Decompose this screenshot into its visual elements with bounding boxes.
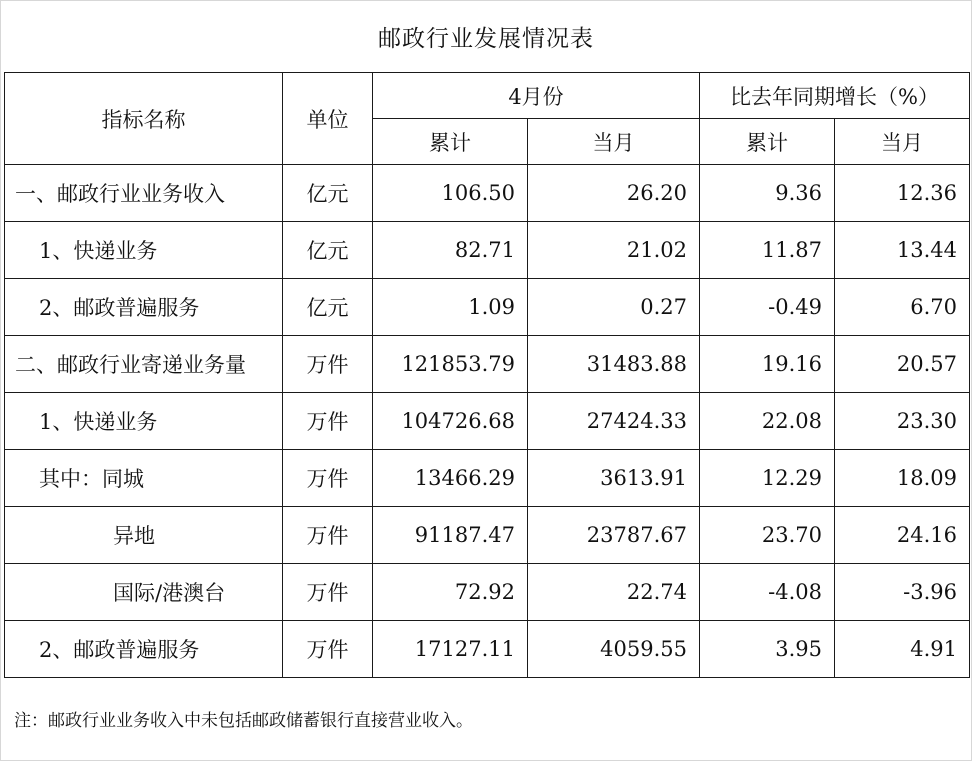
unit-cell: 亿元 bbox=[283, 165, 373, 222]
table-row bbox=[5, 222, 970, 279]
header-indicator-name: 指标名称 bbox=[5, 73, 283, 165]
unit-cell: 万件 bbox=[283, 336, 373, 393]
table-row bbox=[5, 393, 970, 450]
unit-cell: 亿元 bbox=[283, 279, 373, 336]
header-growth-cumulative: 累计 bbox=[700, 119, 835, 165]
month-value: 4059.55 bbox=[528, 621, 700, 678]
growth-cumulative-value: 23.70 bbox=[700, 507, 835, 564]
month-value: 27424.33 bbox=[528, 393, 700, 450]
growth-cumulative-value: -0.49 bbox=[700, 279, 835, 336]
unit-cell: 万件 bbox=[283, 507, 373, 564]
cumulative-value: 91187.47 bbox=[373, 507, 528, 564]
cumulative-value: 13466.29 bbox=[373, 450, 528, 507]
table-row bbox=[5, 279, 970, 336]
growth-month-value: 23.30 bbox=[835, 393, 970, 450]
indicator-name: 其中：同城 bbox=[5, 450, 283, 507]
growth-month-value: 4.91 bbox=[835, 621, 970, 678]
indicator-name: 2、邮政普遍服务 bbox=[5, 279, 283, 336]
growth-month-value: 18.09 bbox=[835, 450, 970, 507]
growth-cumulative-value: 22.08 bbox=[700, 393, 835, 450]
indicator-name: 一、邮政行业业务收入 bbox=[5, 165, 283, 222]
month-value: 23787.67 bbox=[528, 507, 700, 564]
growth-cumulative-value: 19.16 bbox=[700, 336, 835, 393]
growth-month-value: 13.44 bbox=[835, 222, 970, 279]
indicator-name: 1、快递业务 bbox=[5, 222, 283, 279]
cumulative-value: 121853.79 bbox=[373, 336, 528, 393]
month-value: 0.27 bbox=[528, 279, 700, 336]
month-value: 26.20 bbox=[528, 165, 700, 222]
month-value: 31483.88 bbox=[528, 336, 700, 393]
postal-industry-table bbox=[4, 72, 970, 678]
cumulative-value: 104726.68 bbox=[373, 393, 528, 450]
table-footnote: 注：邮政行业业务收入中未包括邮政储蓄银行直接营业收入。 bbox=[14, 711, 473, 731]
growth-cumulative-value: 11.87 bbox=[700, 222, 835, 279]
table-row bbox=[5, 507, 970, 564]
cumulative-value: 72.92 bbox=[373, 564, 528, 621]
month-value: 21.02 bbox=[528, 222, 700, 279]
header-yoy-growth: 比去年同期增长（%） bbox=[700, 73, 970, 119]
cumulative-value: 82.71 bbox=[373, 222, 528, 279]
cumulative-value: 17127.11 bbox=[373, 621, 528, 678]
table-row bbox=[5, 336, 970, 393]
growth-month-value: 24.16 bbox=[835, 507, 970, 564]
header-april: 4月份 bbox=[373, 73, 700, 119]
cumulative-value: 1.09 bbox=[373, 279, 528, 336]
indicator-name: 2、邮政普遍服务 bbox=[5, 621, 283, 678]
table-title: 邮政行业发展情况表 bbox=[378, 25, 594, 52]
unit-cell: 万件 bbox=[283, 621, 373, 678]
growth-cumulative-value: -4.08 bbox=[700, 564, 835, 621]
header-unit: 单位 bbox=[283, 73, 373, 165]
unit-cell: 万件 bbox=[283, 393, 373, 450]
growth-month-value: 12.36 bbox=[835, 165, 970, 222]
growth-cumulative-value: 9.36 bbox=[700, 165, 835, 222]
indicator-name: 1、快递业务 bbox=[5, 393, 283, 450]
indicator-name: 异地 bbox=[5, 507, 283, 564]
unit-cell: 万件 bbox=[283, 564, 373, 621]
month-value: 22.74 bbox=[528, 564, 700, 621]
indicator-name: 国际/港澳台 bbox=[5, 564, 283, 621]
header-growth-current-month: 当月 bbox=[835, 119, 970, 165]
table-row bbox=[5, 450, 970, 507]
indicator-name: 二、邮政行业寄递业务量 bbox=[5, 336, 283, 393]
growth-month-value: -3.96 bbox=[835, 564, 970, 621]
header-april-cumulative: 累计 bbox=[373, 119, 528, 165]
cumulative-value: 106.50 bbox=[373, 165, 528, 222]
growth-cumulative-value: 3.95 bbox=[700, 621, 835, 678]
month-value: 3613.91 bbox=[528, 450, 700, 507]
growth-cumulative-value: 12.29 bbox=[700, 450, 835, 507]
table-row bbox=[5, 165, 970, 222]
table-row bbox=[5, 564, 970, 621]
table-row bbox=[5, 621, 970, 678]
unit-cell: 万件 bbox=[283, 450, 373, 507]
unit-cell: 亿元 bbox=[283, 222, 373, 279]
growth-month-value: 6.70 bbox=[835, 279, 970, 336]
header-april-current-month: 当月 bbox=[528, 119, 700, 165]
growth-month-value: 20.57 bbox=[835, 336, 970, 393]
